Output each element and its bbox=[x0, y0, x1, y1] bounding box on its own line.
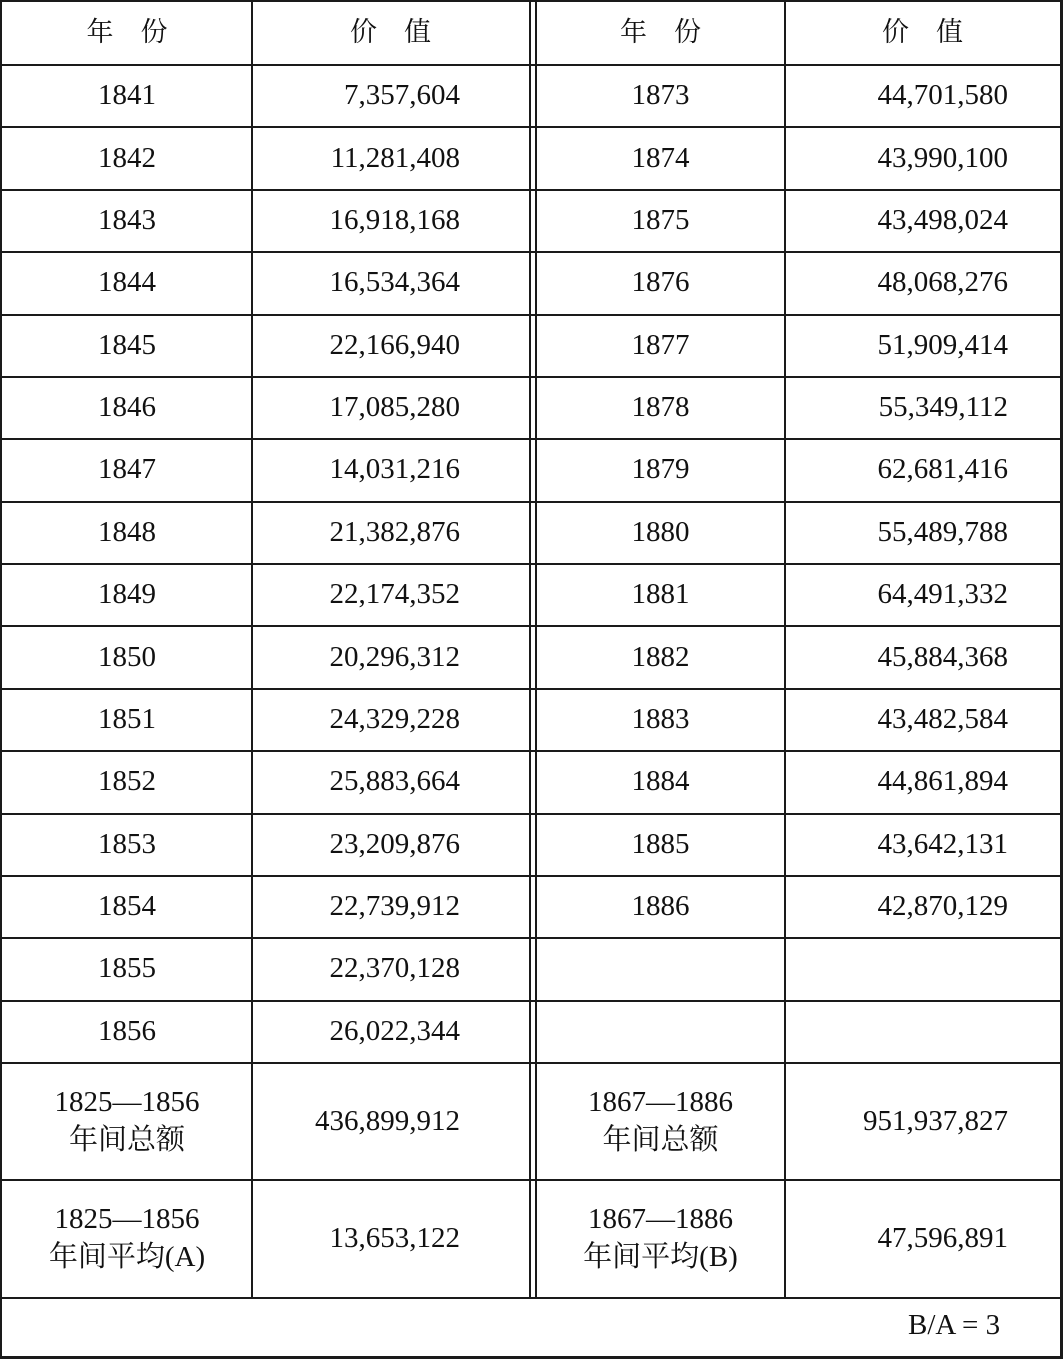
row-divider bbox=[0, 750, 1063, 752]
row-divider bbox=[0, 314, 1063, 316]
right-total-caption: 年间总额 bbox=[602, 1123, 719, 1156]
left-year-cell: 1842 bbox=[98, 141, 156, 174]
right-value-cell bbox=[785, 1000, 1008, 1062]
left-year-cell: 1850 bbox=[98, 640, 156, 673]
right-total-value: 951,937,827 bbox=[863, 1104, 1008, 1137]
left-year-cell: 1841 bbox=[98, 79, 156, 112]
left-year-cell: 1855 bbox=[98, 952, 156, 985]
right-year-cell: 1876 bbox=[631, 266, 690, 299]
row-divider bbox=[0, 251, 1063, 253]
right-value-cell: 43,990,100 bbox=[877, 141, 1008, 174]
left-year-cell: 1848 bbox=[98, 515, 156, 548]
right-year-cell: 1880 bbox=[631, 515, 690, 548]
left-total-caption: 年间总额 bbox=[68, 1123, 185, 1156]
right-year-cell: 1874 bbox=[631, 141, 690, 174]
row-divider bbox=[0, 376, 1063, 378]
left-value-cell: 17,085,280 bbox=[329, 391, 460, 424]
right-total-range: 1867—1886 bbox=[588, 1085, 733, 1118]
left-total-label bbox=[2, 1062, 252, 1179]
left-value-cell: 26,022,344 bbox=[329, 1014, 460, 1047]
right-year-cell: 1885 bbox=[631, 827, 690, 860]
left-value-cell: 16,534,364 bbox=[329, 266, 460, 299]
right-avg-caption: 年间平均(B) bbox=[583, 1241, 738, 1273]
right-value-cell: 43,482,584 bbox=[877, 702, 1008, 735]
right-year-cell bbox=[536, 1000, 785, 1062]
row-divider bbox=[0, 937, 1063, 939]
right-year-cell: 1886 bbox=[631, 890, 690, 923]
left-value-cell: 23,209,876 bbox=[329, 827, 460, 860]
center-double-line bbox=[529, 0, 531, 1297]
left-year-cell: 1849 bbox=[98, 578, 156, 611]
row-divider bbox=[0, 625, 1063, 627]
left-value-cell: 22,370,128 bbox=[329, 952, 460, 985]
left-avg-value: 13,653,122 bbox=[329, 1222, 460, 1254]
table-border-left bbox=[0, 0, 2, 1359]
row-divider bbox=[0, 563, 1063, 565]
left-year-cell: 1852 bbox=[98, 765, 156, 798]
right-value-cell bbox=[785, 937, 1008, 999]
right-value-cell: 43,498,024 bbox=[877, 203, 1008, 236]
left-value-cell: 7,357,604 bbox=[344, 79, 460, 112]
left-value-cell: 25,883,664 bbox=[329, 765, 460, 798]
right-year-cell: 1877 bbox=[631, 328, 690, 361]
left-year-cell: 1844 bbox=[98, 266, 156, 299]
right-value-cell: 44,861,894 bbox=[877, 765, 1008, 798]
right-value-cell: 64,491,332 bbox=[877, 578, 1008, 611]
left-year-cell: 1843 bbox=[98, 203, 156, 236]
row-divider bbox=[0, 1062, 1063, 1064]
right-value-cell: 44,701,580 bbox=[877, 79, 1008, 112]
right-year-cell: 1873 bbox=[631, 79, 690, 112]
left-year-cell: 1856 bbox=[98, 1014, 156, 1047]
row-divider bbox=[0, 688, 1063, 690]
left-total-range: 1825—1856 bbox=[54, 1085, 200, 1118]
left-year-cell: 1846 bbox=[98, 391, 156, 424]
row-divider bbox=[0, 438, 1063, 440]
header-left-value: 价 值 bbox=[350, 17, 431, 48]
right-year-cell: 1881 bbox=[631, 578, 690, 611]
right-value-cell: 62,681,416 bbox=[877, 453, 1008, 486]
row-divider bbox=[0, 1297, 1063, 1299]
row-divider bbox=[0, 875, 1063, 877]
right-year-cell bbox=[536, 937, 785, 999]
header-left-year: 年 份 bbox=[86, 17, 168, 48]
row-divider bbox=[0, 813, 1063, 815]
left-year-cell: 1845 bbox=[98, 328, 156, 361]
left-value-cell: 20,296,312 bbox=[329, 640, 460, 673]
row-divider bbox=[0, 189, 1063, 191]
left-value-cell: 22,166,940 bbox=[329, 328, 460, 361]
right-value-cell: 45,884,368 bbox=[877, 640, 1008, 673]
row-divider bbox=[0, 501, 1063, 503]
left-value-cell: 16,918,168 bbox=[329, 203, 460, 236]
left-year-cell: 1854 bbox=[98, 890, 156, 923]
row-divider bbox=[0, 64, 1063, 66]
right-total-label bbox=[536, 1062, 785, 1179]
left-value-cell: 14,031,216 bbox=[329, 453, 460, 486]
right-avg-range: 1867—1886 bbox=[588, 1203, 733, 1235]
left-value-cell: 24,329,228 bbox=[329, 702, 460, 735]
right-value-cell: 51,909,414 bbox=[877, 328, 1008, 361]
right-year-cell: 1879 bbox=[631, 453, 690, 486]
left-avg-label bbox=[2, 1179, 252, 1297]
left-year-cell: 1853 bbox=[98, 827, 156, 860]
left-avg-caption: 年间平均(A) bbox=[48, 1241, 206, 1273]
right-value-cell: 43,642,131 bbox=[877, 827, 1008, 860]
left-year-cell: 1851 bbox=[98, 702, 156, 735]
right-value-cell: 48,068,276 bbox=[877, 266, 1008, 299]
left-value-cell: 22,174,352 bbox=[329, 578, 460, 611]
left-value-cell: 22,739,912 bbox=[329, 890, 460, 923]
center-double-line bbox=[535, 0, 537, 1297]
header-right-year: 年 份 bbox=[620, 17, 701, 48]
ratio-note: B/A = 3 bbox=[908, 1309, 1001, 1341]
right-avg-label bbox=[536, 1179, 785, 1297]
right-year-cell: 1883 bbox=[631, 702, 690, 735]
right-year-cell: 1878 bbox=[631, 391, 690, 424]
right-value-cell: 55,489,788 bbox=[877, 515, 1008, 548]
right-value-cell: 42,870,129 bbox=[877, 890, 1008, 923]
column-divider bbox=[784, 0, 786, 1297]
header-right-value: 价 值 bbox=[882, 17, 963, 48]
left-total-value: 436,899,912 bbox=[315, 1104, 460, 1137]
left-value-cell: 21,382,876 bbox=[329, 515, 460, 548]
left-year-cell: 1847 bbox=[98, 453, 156, 486]
row-divider bbox=[0, 1000, 1063, 1002]
right-year-cell: 1884 bbox=[631, 765, 690, 798]
column-divider bbox=[251, 0, 253, 1297]
right-value-cell: 55,349,112 bbox=[878, 391, 1008, 424]
left-avg-range: 1825—1856 bbox=[54, 1203, 200, 1235]
right-avg-value: 47,596,891 bbox=[877, 1222, 1008, 1254]
row-divider bbox=[0, 126, 1063, 128]
left-value-cell: 11,281,408 bbox=[330, 141, 460, 174]
row-divider bbox=[0, 1179, 1063, 1181]
right-year-cell: 1875 bbox=[631, 203, 690, 236]
table-border-top bbox=[0, 0, 1063, 2]
right-year-cell: 1882 bbox=[631, 640, 690, 673]
